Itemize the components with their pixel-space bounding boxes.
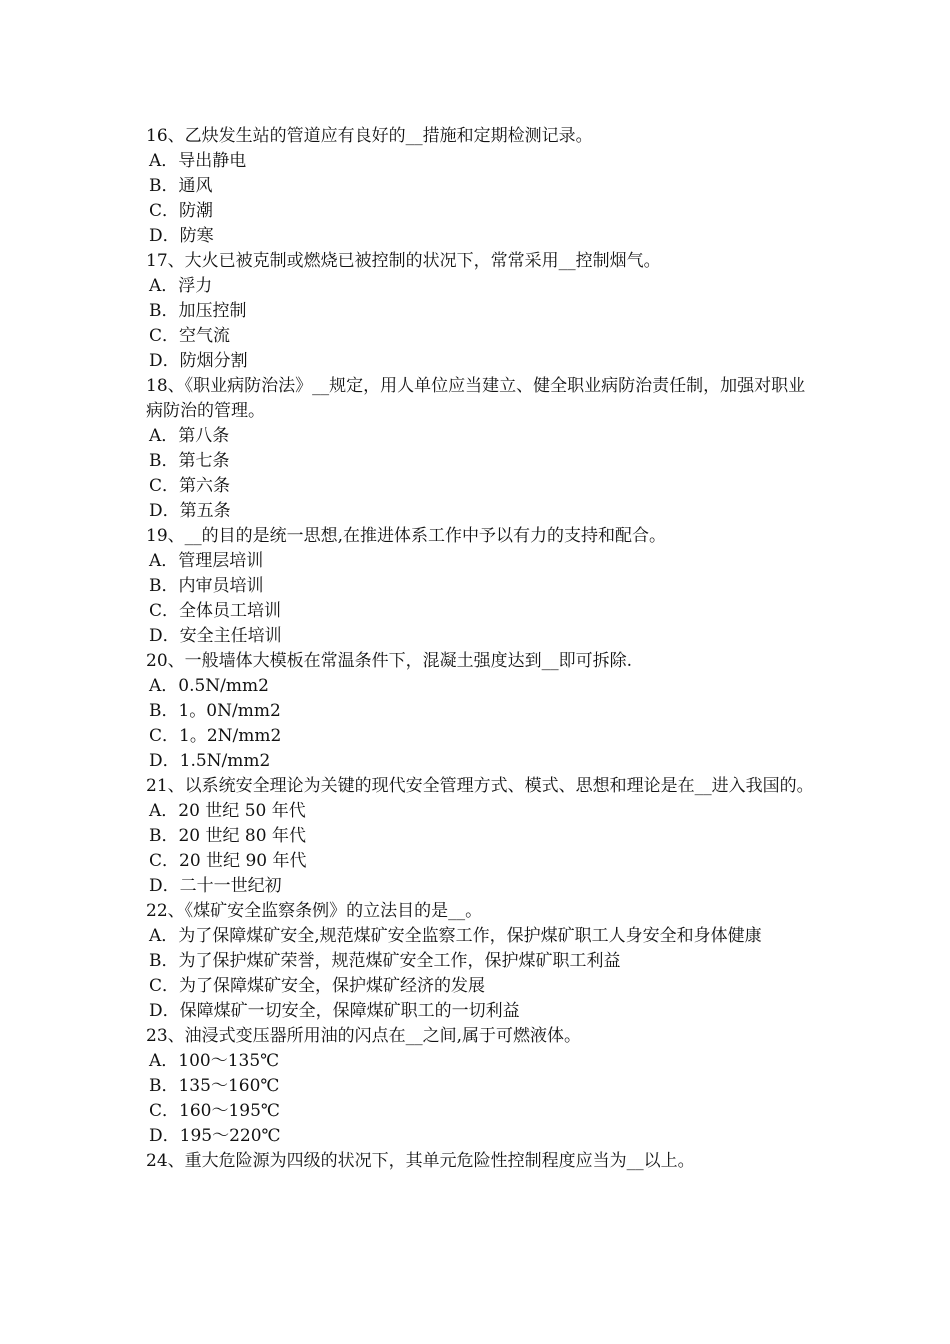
option-b: B．为了保护煤矿荣誉，规范煤矿安全工作，保护煤矿职工利益 xyxy=(149,951,621,971)
question-text: 23、油浸式变压器所用油的闪点在__之间,属于可燃液体。 xyxy=(146,1026,582,1046)
option-a: A．管理层培训 xyxy=(149,551,264,571)
question-22 xyxy=(146,899,816,1024)
question-text: 21、以系统安全理论为关键的现代安全管理方式、模式、思想和理论是在__进入我国的。 xyxy=(146,776,814,796)
question-text: 16、乙炔发生站的管道应有良好的__措施和定期检测记录。 xyxy=(146,126,593,146)
question-text: 17、大火已被克制或燃烧已被控制的状况下，常常采用__控制烟气。 xyxy=(146,251,661,271)
option-b: B．135～160℃ xyxy=(149,1076,280,1096)
question-24 xyxy=(146,1149,816,1174)
option-c: C．为了保障煤矿安全，保护煤矿经济的发展 xyxy=(149,976,486,996)
option-d: D．防寒 xyxy=(149,226,214,246)
option-a: A．第八条 xyxy=(149,426,230,446)
question-16 xyxy=(146,124,816,249)
question-text: 18、《职业病防治法》__规定，用人单位应当建立、健全职业病防治责任制，加强对职业病防治的管理。 xyxy=(146,376,806,421)
option-d: D．安全主任培训 xyxy=(149,626,282,646)
option-b: B．通风 xyxy=(149,176,213,196)
question-23 xyxy=(146,1024,816,1149)
question-list xyxy=(146,124,816,1174)
option-a: A．0.5N/mm2 xyxy=(149,676,269,696)
option-b: B．内审员培训 xyxy=(149,576,264,596)
option-d: D．1.5N/mm2 xyxy=(149,751,271,771)
option-b: B．1。0N/mm2 xyxy=(149,701,281,721)
option-c: C．20 世纪 90 年代 xyxy=(149,851,307,871)
option-b: B．20 世纪 80 年代 xyxy=(149,826,306,846)
option-c: C．1。2N/mm2 xyxy=(149,726,282,746)
question-20 xyxy=(146,649,816,774)
option-a: A．100～135℃ xyxy=(149,1051,280,1071)
option-d: D．二十一世纪初 xyxy=(149,876,282,896)
option-a: A．20 世纪 50 年代 xyxy=(149,801,306,821)
option-a: A．为了保障煤矿安全,规范煤矿安全监察工作，保护煤矿职工人身安全和身体健康 xyxy=(149,926,762,946)
question-text: 22、《煤矿安全监察条例》的立法目的是__。 xyxy=(146,901,483,921)
question-text: 24、重大危险源为四级的状况下，其单元危险性控制程度应当为__以上。 xyxy=(146,1151,695,1171)
question-text: 20、一般墙体大模板在常温条件下，混凝土强度达到__即可拆除. xyxy=(146,651,633,671)
option-c: C．160～195℃ xyxy=(149,1101,280,1121)
option-c: C．全体员工培训 xyxy=(149,601,282,621)
option-d: D．195～220℃ xyxy=(149,1126,281,1146)
question-19 xyxy=(146,524,816,649)
option-d: D．第五条 xyxy=(149,501,231,521)
option-a: A．导出静电 xyxy=(149,151,247,171)
option-c: C．空气流 xyxy=(149,326,231,346)
option-a: A．浮力 xyxy=(149,276,213,296)
question-17 xyxy=(146,249,816,374)
option-d: D．防烟分割 xyxy=(149,351,248,371)
question-18 xyxy=(146,374,816,524)
question-text: 19、__的目的是统一思想,在推进体系工作中予以有力的支持和配合。 xyxy=(146,526,667,546)
option-b: B．第七条 xyxy=(149,451,230,471)
option-b: B．加压控制 xyxy=(149,301,247,321)
option-c: C．第六条 xyxy=(149,476,231,496)
question-21 xyxy=(146,774,816,899)
option-d: D．保障煤矿一切安全，保障煤矿职工的一切利益 xyxy=(149,1001,520,1021)
option-c: C．防潮 xyxy=(149,201,214,221)
